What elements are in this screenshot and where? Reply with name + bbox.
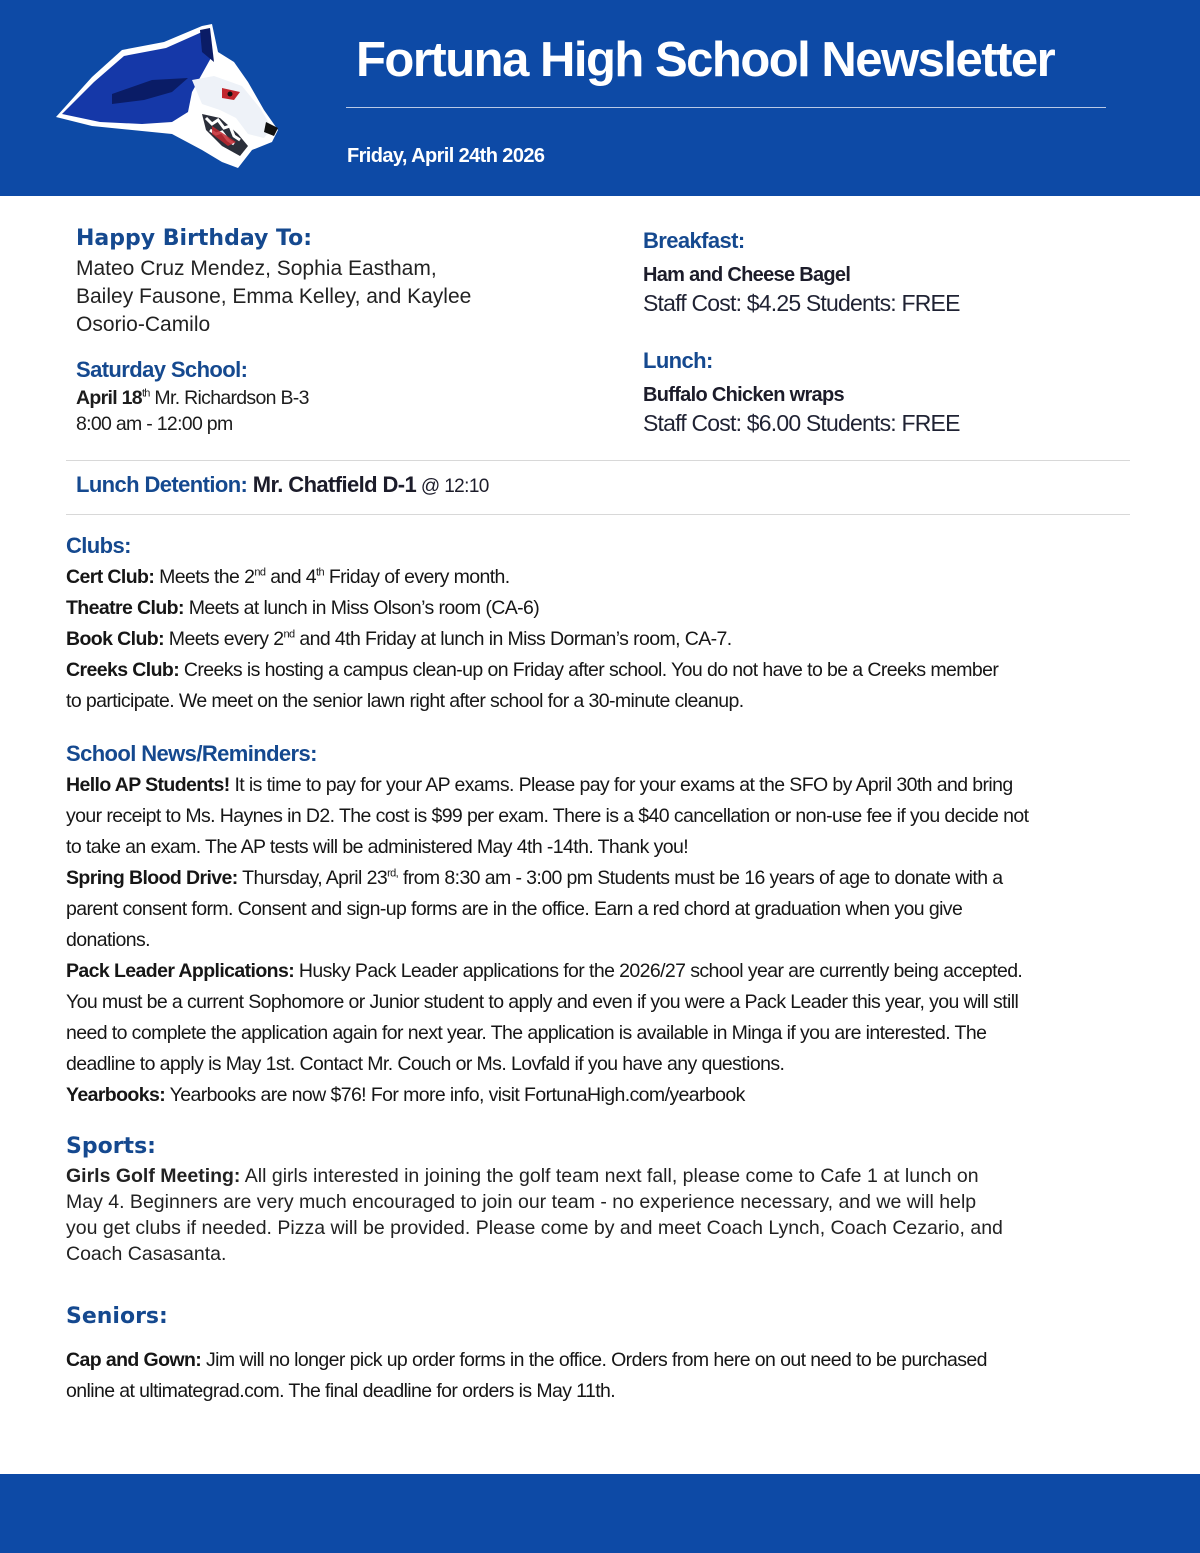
pack-leader-item [66, 956, 1146, 987]
pack-leader-text: deadline to apply is May 1st. Contact Mr. Couch or Ms. Lovfald if you have any questions. [66, 1053, 785, 1075]
cert-club-text: Meets the 2 [154, 566, 255, 588]
ap-students-item [66, 770, 1146, 801]
ordinal-suffix: nd [283, 628, 295, 641]
ordinal-suffix: rd, [387, 867, 399, 880]
sports-section [66, 1134, 1156, 1267]
header-banner [0, 0, 1200, 196]
lunch-section [643, 348, 1123, 437]
theatre-club-label: Theatre Club: [66, 597, 184, 619]
birthday-names-line: Mateo Cruz Mendez, Sophia Eastham, [76, 257, 437, 280]
pack-leader-label: Pack Leader Applications: [66, 960, 295, 982]
clubs-section [66, 533, 1146, 717]
ap-students-text: your receipt to Ms. Haynes in D2. The cost is $99 per exam. There is a $40 cancellation or non-use fee if you decide not [66, 805, 1029, 827]
saturday-school-section [76, 357, 616, 437]
yearbooks-label: Yearbooks: [66, 1084, 166, 1106]
book-club-text: Meets every 2 [163, 628, 284, 650]
pack-leader-text: You must be a current Sophomore or Junior student to apply and even if you were a Pack Leader this year, you will still [66, 991, 1019, 1013]
blood-drive-text: donations. [66, 929, 150, 951]
birthday-names-line: Osorio-Camilo [76, 313, 211, 336]
creeks-club-item [66, 655, 1146, 686]
book-club-item [66, 624, 1146, 655]
blood-drive-text: parent consent form. Consent and sign-up forms are in the office. Earn a red chord at graduation when you give [66, 898, 963, 920]
girls-golf-text: you get clubs if needed. Pizza will be provided. Please come by and meet Coach Lynch, Coach Cezario, and [66, 1217, 1003, 1239]
footer-bar [0, 1474, 1200, 1553]
cap-gown-text: Jim will no longer pick up order forms in the office. Orders from here on out need to be purchased [201, 1349, 987, 1371]
lunch-cost: Staff Cost: $6.00 Students: FREE [643, 410, 960, 436]
ordinal-suffix: th [316, 566, 325, 579]
yearbooks-item [66, 1080, 1146, 1111]
lunch-detention [76, 470, 1076, 502]
saturday-date-suffix: th [141, 387, 150, 400]
cert-club-label: Cert Club: [66, 566, 155, 588]
blood-drive-text: Thursday, April 23 [237, 867, 388, 889]
birthday-names [76, 255, 616, 339]
ap-students-text: It is time to pay for your AP exams. Please pay for your exams at the SFO by April 30th and bring [229, 774, 1013, 796]
book-club-label: Book Club: [66, 628, 164, 650]
seniors-heading: Seniors: [66, 1304, 168, 1329]
cert-club-item [66, 562, 1146, 593]
newsletter-title: Fortuna High School Newsletter [356, 33, 1055, 87]
saturday-school-time: 8:00 am - 12:00 pm [76, 413, 233, 435]
pack-leader-text: Husky Pack Leader applications for the 2026/27 school year are currently being accepted. [294, 960, 1023, 982]
school-news-heading: School News/Reminders: [66, 741, 317, 766]
breakfast-heading: Breakfast: [643, 228, 745, 253]
cap-gown-text: online at ultimategrad.com. The final deadline for orders is May 11th. [66, 1380, 616, 1402]
cert-club-text: and 4 [265, 566, 317, 588]
saturday-school-heading: Saturday School: [76, 357, 248, 382]
girls-golf-label: Girls Golf Meeting: [66, 1165, 241, 1187]
ap-students-text: to take an exam. The AP tests will be administered May 4th -14th. Thank you! [66, 836, 689, 858]
cert-club-text: Friday of every month. [324, 566, 510, 588]
birthday-heading: Happy Birthday To: [76, 226, 313, 251]
detention-label: Lunch Detention: [76, 472, 248, 497]
blood-drive-item [66, 863, 1146, 894]
girls-golf-item [66, 1163, 1156, 1189]
detention-teacher: Mr. Chatfield D-1 [247, 472, 417, 497]
blood-drive-text: from 8:30 am - 3:00 pm Students must be 16 years of age to donate with a [398, 867, 1003, 889]
theatre-club-item [66, 593, 1146, 624]
title-divider [346, 107, 1106, 108]
breakfast-section [643, 228, 1123, 317]
girls-golf-text: All girls interested in joining the golf team next fall, please come to Cafe 1 at lunch on [240, 1165, 979, 1187]
detention-time: @ 12:10 [416, 476, 489, 497]
sports-heading: Sports: [66, 1134, 156, 1159]
section-divider [66, 460, 1130, 461]
creeks-club-text: Creeks is hosting a campus clean-up on Friday after school. You do not have to be a Creeks member [179, 659, 999, 681]
creeks-club-label: Creeks Club: [66, 659, 180, 681]
yearbooks-text: Yearbooks are now $76! For more info, visit FortunaHigh.com/yearbook [165, 1084, 745, 1106]
lunch-item: Buffalo Chicken wraps [643, 384, 844, 406]
book-club-text: and 4th Friday at lunch in Miss Dorman’s room, CA-7. [294, 628, 732, 650]
ordinal-suffix: nd [254, 566, 266, 579]
seniors-section [66, 1304, 1146, 1407]
theatre-club-text: Meets at lunch in Miss Olson’s room (CA-6) [183, 597, 540, 619]
girls-golf-text: Coach Casasanta. [66, 1243, 227, 1265]
saturday-school-date [76, 385, 616, 411]
saturday-teacher: Mr. Richardson B-3 [149, 387, 309, 409]
saturday-date: April 18 [76, 387, 142, 409]
creeks-club-text: to participate. We meet on the senior lawn right after school for a 30-minute cleanup. [66, 690, 744, 712]
breakfast-cost: Staff Cost: $4.25 Students: FREE [643, 290, 960, 316]
section-divider [66, 514, 1130, 515]
lunch-heading: Lunch: [643, 348, 713, 373]
birthday-names-line: Bailey Fausone, Emma Kelley, and Kaylee [76, 285, 472, 308]
cap-gown-label: Cap and Gown: [66, 1349, 202, 1371]
cap-gown-item [66, 1345, 1146, 1376]
ap-students-label: Hello AP Students! [66, 774, 230, 796]
newsletter-date: Friday, April 24th 2026 [347, 145, 545, 167]
birthday-section [76, 226, 616, 339]
clubs-heading: Clubs: [66, 533, 131, 558]
husky-mascot-icon [52, 22, 280, 174]
blood-drive-label: Spring Blood Drive: [66, 867, 238, 889]
school-news-section [66, 741, 1146, 1111]
girls-golf-text: May 4. Beginners are very much encouraged to join our team - no experience necessary, and we will help [66, 1191, 977, 1213]
pack-leader-text: need to complete the application again for next year. The application is available in Minga if you are interested. The [66, 1022, 987, 1044]
breakfast-item: Ham and Cheese Bagel [643, 264, 851, 286]
